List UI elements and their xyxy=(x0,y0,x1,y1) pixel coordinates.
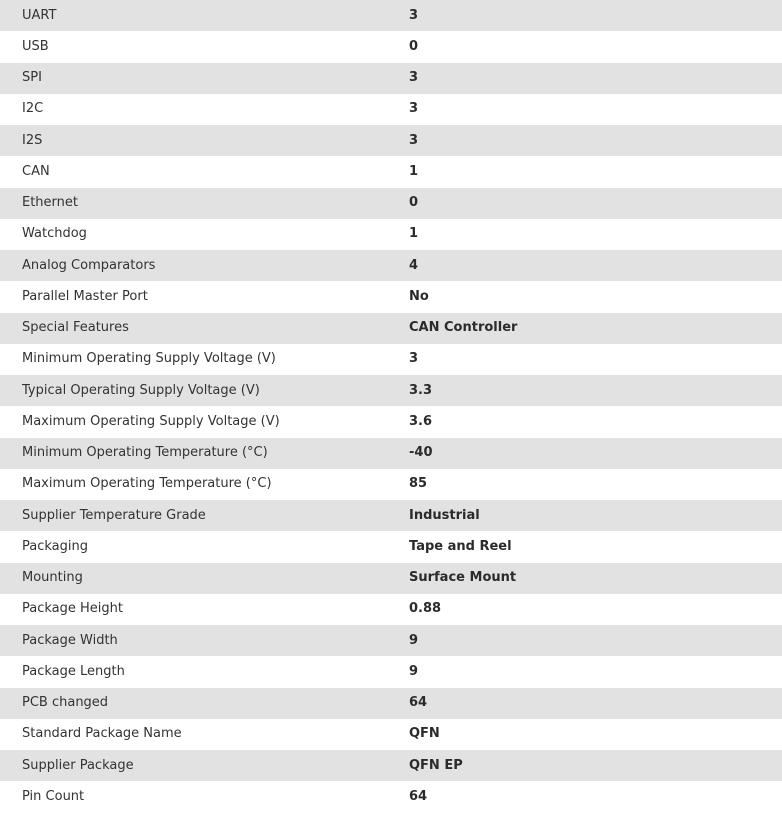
spec-label: I2S xyxy=(22,132,43,148)
spec-value: 9 xyxy=(409,632,419,648)
table-row xyxy=(0,656,782,687)
table-row xyxy=(0,125,782,156)
spec-label: Maximum Operating Temperature (°C) xyxy=(22,476,272,492)
spec-value: 3 xyxy=(409,70,419,86)
table-row xyxy=(0,719,782,750)
spec-value: 1 xyxy=(409,226,419,242)
spec-label: Minimum Operating Temperature (°C) xyxy=(22,445,268,461)
spec-value: QFN xyxy=(409,726,440,742)
spec-value: QFN EP xyxy=(409,757,463,773)
spec-value: -40 xyxy=(409,445,433,461)
spec-value: 3 xyxy=(409,101,419,117)
spec-value: 0.88 xyxy=(409,601,442,617)
table-row xyxy=(0,63,782,94)
spec-value: Industrial xyxy=(409,507,480,523)
table-row xyxy=(0,188,782,219)
spec-label: Pin Count xyxy=(22,788,85,804)
spec-label: Supplier Temperature Grade xyxy=(22,507,206,523)
table-row xyxy=(0,750,782,781)
spec-value: Surface Mount xyxy=(409,570,517,586)
table-row xyxy=(0,469,782,500)
spec-value: 85 xyxy=(409,476,428,492)
spec-label: Mounting xyxy=(22,570,83,586)
table-row xyxy=(0,313,782,344)
spec-label: Analog Comparators xyxy=(22,257,156,273)
spec-value: 3 xyxy=(409,351,419,367)
spec-label: Parallel Master Port xyxy=(22,288,148,304)
table-row xyxy=(0,94,782,125)
table-row xyxy=(0,438,782,469)
table-row xyxy=(0,500,782,531)
spec-value: 0 xyxy=(409,195,419,211)
table-row xyxy=(0,344,782,375)
table-row xyxy=(0,406,782,437)
table-row xyxy=(0,625,782,656)
table-row xyxy=(0,531,782,562)
spec-label: Packaging xyxy=(22,538,88,554)
spec-label: Package Length xyxy=(22,663,125,679)
spec-label: Standard Package Name xyxy=(22,726,182,742)
spec-value: 3 xyxy=(409,132,419,148)
spec-value: 64 xyxy=(409,788,428,804)
spec-label: Package Width xyxy=(22,632,118,648)
table-row xyxy=(0,219,782,250)
spec-label: CAN xyxy=(22,163,50,179)
spec-value: No xyxy=(409,288,429,304)
table-row xyxy=(0,375,782,406)
spec-value: 4 xyxy=(409,257,419,273)
spec-label: UART xyxy=(22,7,57,23)
table-row xyxy=(0,156,782,187)
table-row xyxy=(0,563,782,594)
spec-label: Package Height xyxy=(22,601,123,617)
table-row xyxy=(0,31,782,62)
spec-label: USB xyxy=(22,38,49,54)
spec-value: 0 xyxy=(409,38,419,54)
spec-value: 3.6 xyxy=(409,413,433,429)
spec-value: CAN Controller xyxy=(409,320,518,336)
spec-label: SPI xyxy=(22,70,42,86)
spec-label: PCB changed xyxy=(22,695,109,711)
spec-value: 9 xyxy=(409,663,419,679)
table-row xyxy=(0,688,782,719)
spec-value: 64 xyxy=(409,695,428,711)
spec-label: I2C xyxy=(22,101,44,117)
spec-value: 3 xyxy=(409,7,419,23)
spec-label: Typical Operating Supply Voltage (V) xyxy=(22,382,260,398)
spec-label: Supplier Package xyxy=(22,757,134,773)
table-row xyxy=(0,0,782,31)
spec-label: Minimum Operating Supply Voltage (V) xyxy=(22,351,276,367)
spec-label: Ethernet xyxy=(22,195,78,211)
spec-value: 1 xyxy=(409,163,419,179)
spec-label: Watchdog xyxy=(22,226,87,242)
table-row xyxy=(0,281,782,312)
table-row xyxy=(0,594,782,625)
table-row xyxy=(0,250,782,281)
table-row xyxy=(0,781,782,812)
spec-label: Special Features xyxy=(22,320,129,336)
spec-label: Maximum Operating Supply Voltage (V) xyxy=(22,413,280,429)
spec-value: 3.3 xyxy=(409,382,433,398)
spec-value: Tape and Reel xyxy=(409,538,512,554)
